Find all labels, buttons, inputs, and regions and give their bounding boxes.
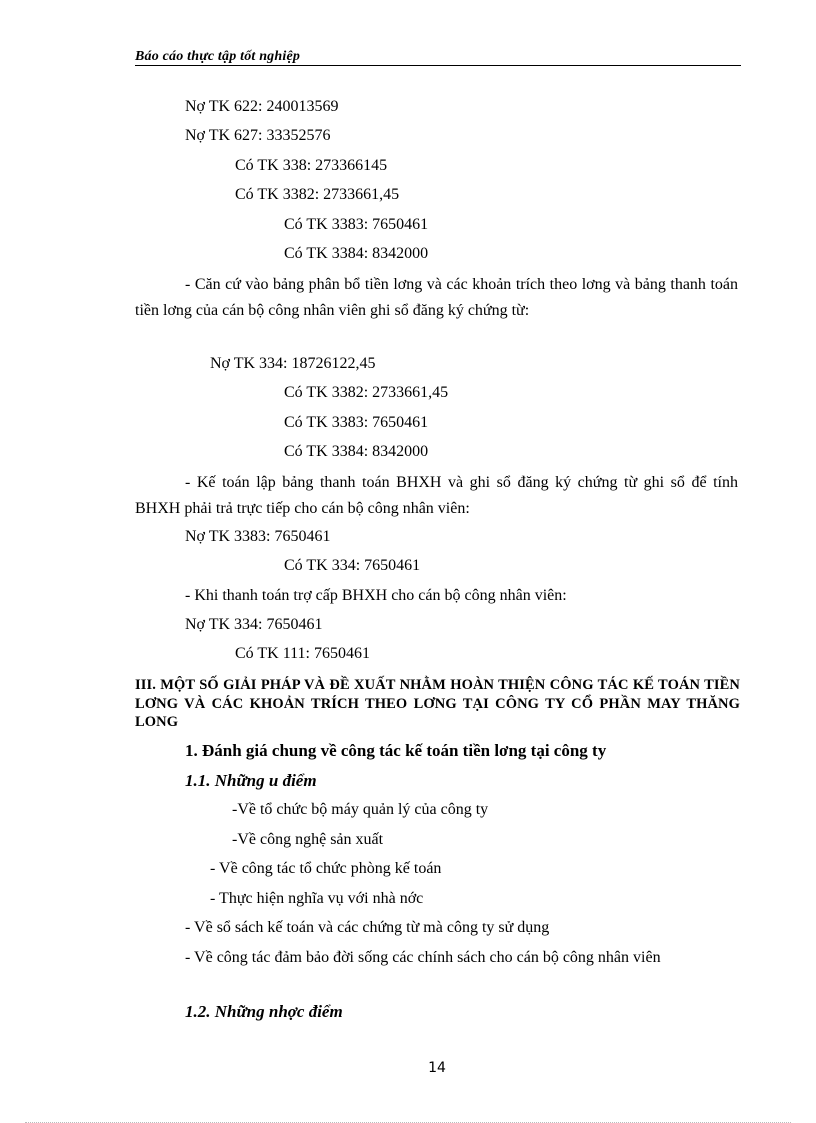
entry-debit-627: Nợ TK 627: 33352576 bbox=[185, 127, 331, 144]
list-item: - Về công tác tổ chức phòng kế toán bbox=[210, 860, 442, 877]
entry-debit-3383: Nợ TK 3383: 7650461 bbox=[185, 528, 331, 545]
entry-credit-3384: Có TK 3384: 8342000 bbox=[284, 443, 429, 460]
entry-debit-622: Nợ TK 622: 240013569 bbox=[185, 98, 339, 115]
paragraph-2 bbox=[135, 470, 738, 521]
paragraph-4-text: - Về công tác đảm bảo đời sống các chính sách cho cán bộ công nhân viên bbox=[185, 949, 661, 966]
page-number: 14 bbox=[428, 1060, 446, 1076]
list-item: -Về tổ chức bộ máy quản lý của công ty bbox=[232, 801, 489, 818]
heading-1: 1. Đánh giá chung về công tác kế toán tiền lơng tại công ty bbox=[185, 741, 607, 760]
entry-credit-334: Có TK 334: 7650461 bbox=[284, 557, 421, 574]
list-item: - Thực hiện nghĩa vụ với nhà nớc bbox=[210, 890, 424, 907]
paragraph-4 bbox=[135, 945, 738, 971]
entry-credit-3382: Có TK 3382: 2733661,45 bbox=[284, 384, 449, 401]
paragraph-3: - Khi thanh toán trợ cấp BHXH cho cán bộ công nhân viên: bbox=[185, 587, 567, 604]
entry-credit-3384: Có TK 3384: 8342000 bbox=[284, 245, 429, 262]
entry-credit-338: Có TK 338: 273366145 bbox=[235, 157, 388, 174]
list-item: -Về công nghệ sản xuất bbox=[232, 831, 384, 848]
section-heading-3: III. MỘT SỐ GIẢI PHÁP VÀ ĐỀ XUẤT NHẰM HOÀN THIỆN CÔNG TÁC KẾ TOÁN TIỀN LƠNG VÀ CÁC KHOẢN TRÍCH THEO LƠNG TẠI CÔNG TY CỔ PHẦN MAY THĂNG LONG bbox=[135, 677, 740, 730]
entry-credit-111: Có TK 111: 7650461 bbox=[235, 645, 370, 662]
entry-credit-3382: Có TK 3382: 2733661,45 bbox=[235, 186, 400, 203]
entry-debit-334: Nợ TK 334: 18726122,45 bbox=[210, 355, 376, 372]
entry-credit-3383: Có TK 3383: 7650461 bbox=[284, 414, 429, 431]
entry-credit-3383: Có TK 3383: 7650461 bbox=[284, 216, 429, 233]
list-item: - Về sổ sách kế toán và các chứng từ mà công ty sử dụng bbox=[185, 919, 550, 936]
page-header bbox=[135, 47, 741, 66]
paragraph-1-text: - Căn cứ vào bảng phân bổ tiền lơng và các khoản trích theo lơng và bảng thanh toán tiền lơng của cán bộ công nhân viên ghi sổ đăng ký chứng từ: bbox=[135, 276, 738, 319]
entry-debit-334: Nợ TK 334: 7650461 bbox=[185, 616, 323, 633]
paragraph-2-text: - Kế toán lập bảng thanh toán BHXH và ghi sổ đăng ký chứng từ ghi sổ để tính BHXH phải trả trực tiếp cho cán bộ công nhân viên: bbox=[135, 474, 738, 517]
heading-1-1: 1.1. Những u điểm bbox=[185, 771, 317, 790]
heading-1-2: 1.2. Những nhợc điểm bbox=[185, 1002, 343, 1021]
header-title: Báo cáo thực tập tốt nghiệp bbox=[135, 49, 301, 64]
paragraph-1 bbox=[135, 272, 738, 323]
